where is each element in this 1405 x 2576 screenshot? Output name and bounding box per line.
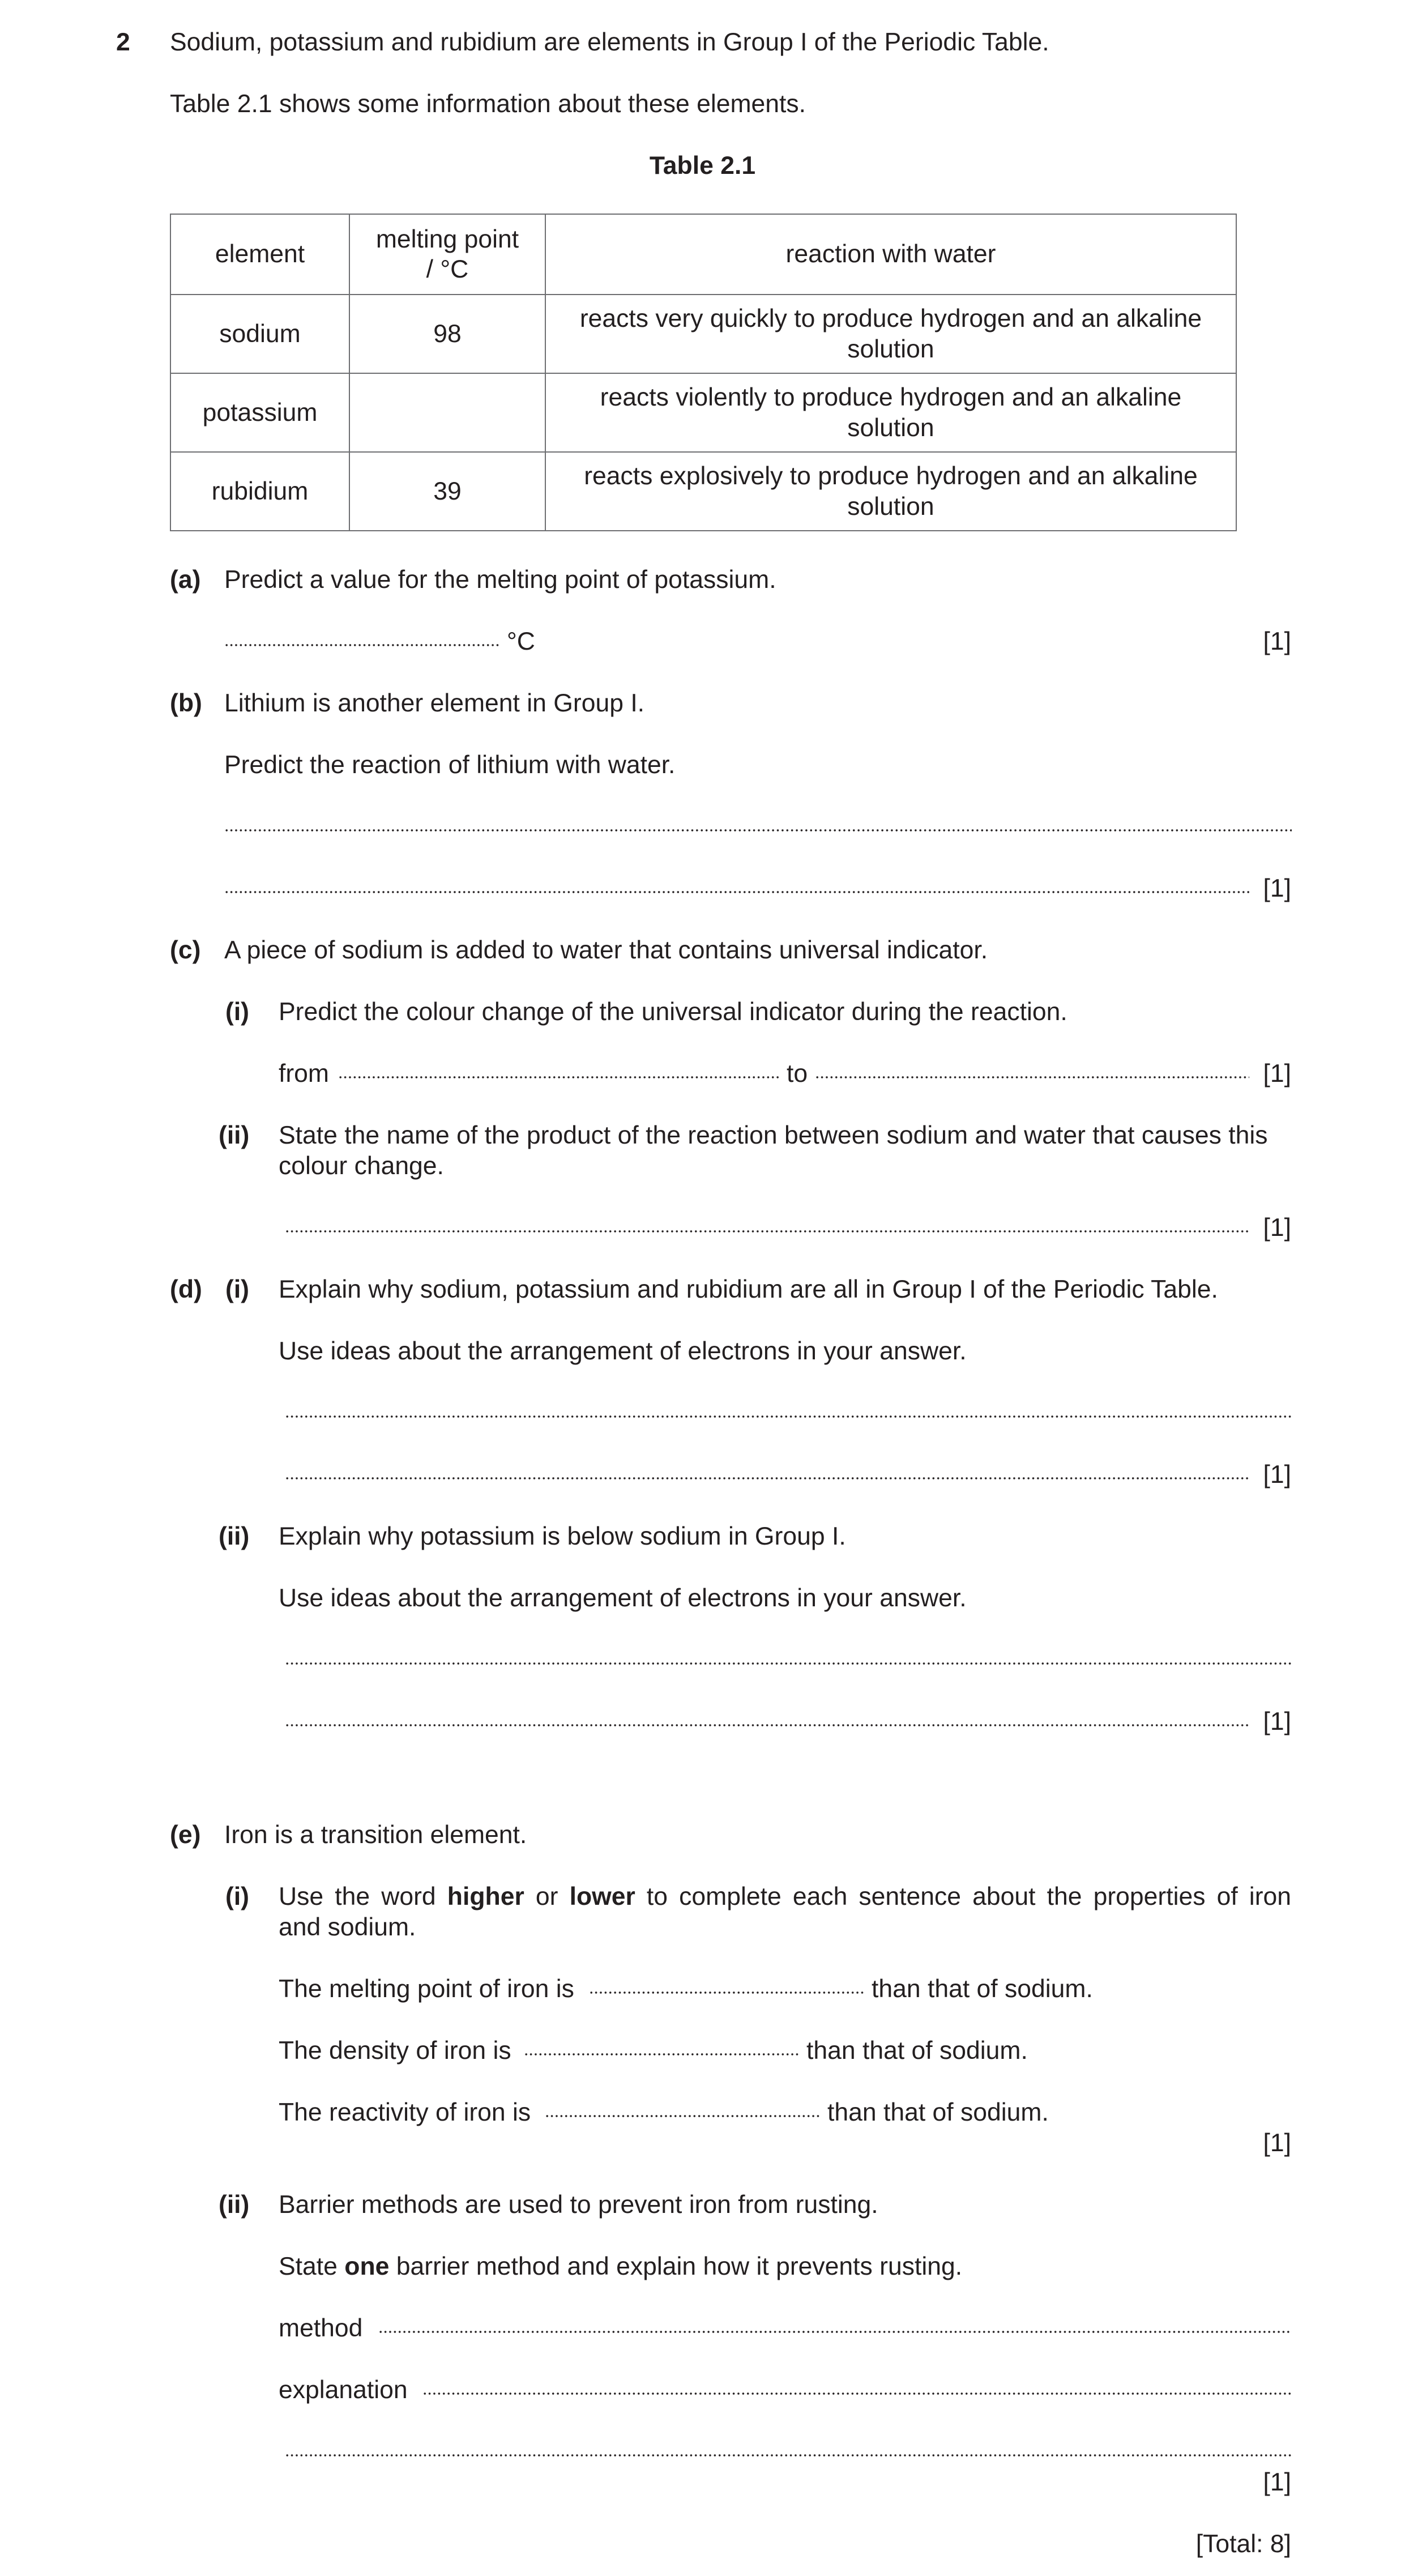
explanation-answer-line-2[interactable] — [285, 2454, 1292, 2456]
total-marks: [Total: 8] — [1195, 2530, 1291, 2558]
part-c-i-question: Predict the colour change of the universal indicator during the reaction. — [279, 998, 1067, 1026]
part-d-ii-answer-line-2[interactable] — [285, 1724, 1249, 1726]
part-b-answer-line-1[interactable] — [224, 829, 1292, 831]
part-d-ii-prompt: Use ideas about the arrangement of electrons in your answer. — [279, 1584, 967, 1612]
word-one: one — [344, 2253, 390, 2280]
question-intro: Sodium, potassium and rubidium are elements in Group I of the Periodic Table. — [170, 28, 1049, 56]
part-e-ii-prompt-post: barrier method and explain how it prevents rusting. — [389, 2253, 963, 2280]
part-e-i-text-mid: or — [524, 1883, 570, 1910]
sentence-2-answer[interactable] — [524, 2053, 799, 2055]
part-e-label: (e) — [170, 1821, 201, 1849]
part-d-i-marks: [1] — [1263, 1461, 1291, 1489]
part-a-unit: °C — [507, 628, 535, 655]
cell-reaction: reacts violently to produce hydrogen and an alkaline solution — [545, 373, 1236, 452]
explanation-answer-line-1[interactable] — [422, 2392, 1292, 2395]
part-e-ii-question — [279, 2251, 962, 2281]
part-c-i-to-answer[interactable] — [815, 1076, 1249, 1078]
method-label: method — [279, 2314, 363, 2342]
part-e-i-text-pre: Use the word — [279, 1883, 447, 1910]
part-d-i-label: (i) — [225, 1276, 250, 1303]
part-b-statement: Lithium is another element in Group I. — [224, 689, 645, 717]
part-b-label: (b) — [170, 689, 202, 717]
cell-element: rubidium — [170, 452, 349, 531]
method-answer[interactable] — [378, 2331, 1292, 2333]
table-row — [170, 295, 1236, 373]
sentence-1-answer[interactable] — [589, 1991, 864, 1994]
part-e-i-marks: [1] — [1263, 2129, 1291, 2157]
part-c-label: (c) — [170, 936, 201, 964]
part-a-answer-line[interactable] — [224, 644, 499, 646]
part-b-answer-line-2[interactable] — [224, 891, 1249, 893]
part-c-i-from-label: from — [279, 1060, 329, 1087]
part-e-i-label: (i) — [225, 1883, 250, 1910]
header-reaction: reaction with water — [545, 214, 1236, 295]
part-a-marks: [1] — [1263, 628, 1291, 655]
part-e-ii-marks: [1] — [1263, 2468, 1291, 2496]
part-c-i-from-answer[interactable] — [338, 1076, 781, 1078]
part-d-i-prompt: Use ideas about the arrangement of electrons in your answer. — [279, 1337, 967, 1365]
cell-melting-point — [349, 373, 545, 452]
table-reference: Table 2.1 shows some information about these elements. — [170, 90, 806, 118]
part-b-marks: [1] — [1263, 875, 1291, 902]
explanation-label: explanation — [279, 2376, 408, 2404]
part-c-ii-marks: [1] — [1263, 1214, 1291, 1242]
part-d-ii-marks: [1] — [1263, 1708, 1291, 1735]
part-d-i-answer-line-1[interactable] — [285, 1415, 1292, 1418]
table-title: Table 2.1 — [649, 152, 756, 180]
part-c-i-marks: [1] — [1263, 1060, 1291, 1087]
part-c-ii-question-cont: colour change. — [279, 1152, 444, 1180]
part-d-ii-label: (ii) — [219, 1522, 250, 1550]
cell-element: sodium — [170, 295, 349, 373]
part-c-i-label: (i) — [225, 998, 250, 1026]
elements-table — [170, 214, 1237, 531]
table-row — [170, 452, 1236, 531]
part-c-ii-question: State the name of the product of the reaction between sodium and water that causes this — [279, 1121, 1268, 1149]
sentence-3-answer[interactable] — [545, 2115, 820, 2117]
part-e-i-text-post: to complete each sentence about the properties of iron — [635, 1883, 1292, 1910]
part-b-question: Predict the reaction of lithium with water. — [224, 751, 676, 779]
header-element: element — [170, 214, 349, 295]
part-e-i-question-cont: and sodium. — [279, 1913, 416, 1941]
part-e-ii-prompt-pre: State — [279, 2253, 345, 2280]
part-d-ii-answer-line-1[interactable] — [285, 1662, 1292, 1665]
part-e-ii-label: (ii) — [219, 2191, 250, 2219]
word-lower: lower — [569, 1883, 635, 1910]
sentence-2-end: than that of sodium. — [806, 2037, 1028, 2065]
part-d-ii-question: Explain why potassium is below sodium in Group I. — [279, 1522, 846, 1550]
part-c-ii-answer-line[interactable] — [285, 1230, 1249, 1232]
sentence-2-start: The density of iron is — [279, 2037, 511, 2065]
table-header-row — [170, 214, 1236, 295]
sentence-3-end: than that of sodium. — [827, 2099, 1049, 2126]
sentence-1-end: than that of sodium. — [872, 1975, 1093, 2003]
part-a-question: Predict a value for the melting point of potassium. — [224, 566, 776, 594]
part-e-i-question — [279, 1882, 1291, 1912]
sentence-1-start: The melting point of iron is — [279, 1975, 574, 2003]
header-melting-point: melting point / °C — [349, 214, 545, 295]
part-d-i-answer-line-2[interactable] — [285, 1477, 1249, 1479]
part-e-ii-statement: Barrier methods are used to prevent iron from rusting. — [279, 2191, 878, 2219]
part-c-i-to-label: to — [787, 1060, 808, 1087]
part-e-statement: Iron is a transition element. — [224, 1821, 527, 1849]
part-c-ii-label: (ii) — [219, 1121, 250, 1149]
part-d-i-question: Explain why sodium, potassium and rubidium are all in Group I of the Periodic Table. — [279, 1276, 1218, 1303]
cell-melting-point: 39 — [349, 452, 545, 531]
part-c-statement: A piece of sodium is added to water that contains universal indicator. — [224, 936, 988, 964]
word-higher: higher — [447, 1883, 524, 1910]
table-row — [170, 373, 1236, 452]
cell-element: potassium — [170, 373, 349, 452]
part-d-label: (d) — [170, 1276, 202, 1303]
cell-reaction: reacts very quickly to produce hydrogen and an alkaline solution — [545, 295, 1236, 373]
cell-reaction: reacts explosively to produce hydrogen and an alkaline solution — [545, 452, 1236, 531]
sentence-3-start: The reactivity of iron is — [279, 2099, 531, 2126]
part-a-label: (a) — [170, 566, 201, 594]
cell-melting-point: 98 — [349, 295, 545, 373]
question-number: 2 — [116, 28, 130, 56]
